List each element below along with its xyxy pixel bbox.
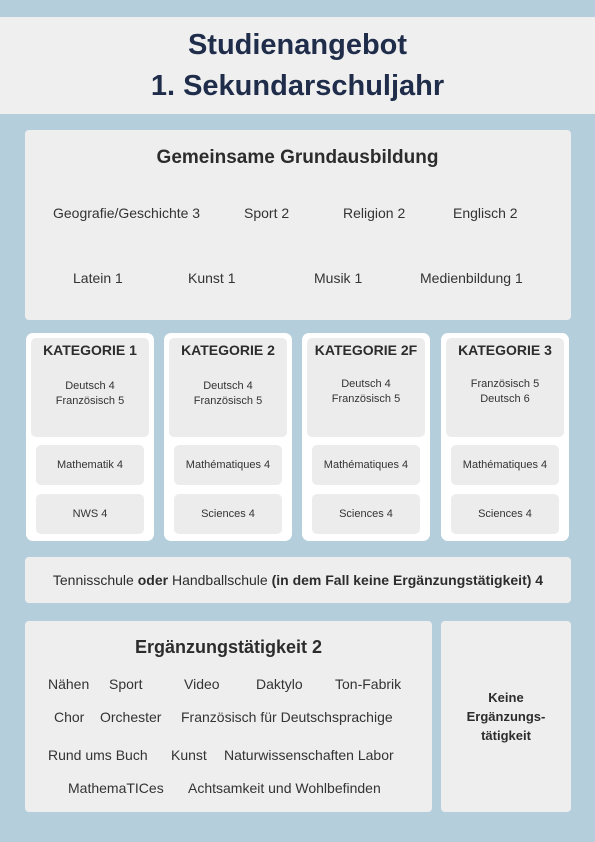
hours-text: 4 xyxy=(531,572,544,588)
activity-item: Video xyxy=(184,676,220,692)
core-subject: Latein 1 xyxy=(73,270,123,286)
sports-school-note xyxy=(25,557,571,603)
handball-text: Handballschule xyxy=(168,572,272,588)
category-language: Deutsch 4 xyxy=(341,378,391,390)
category-card xyxy=(302,333,430,541)
activity-item: Achtsamkeit und Wohlbefinden xyxy=(188,780,381,796)
core-subject: Kunst 1 xyxy=(188,270,236,286)
category-science: Sciences 4 xyxy=(451,494,559,534)
category-card xyxy=(164,333,292,541)
category-math: Mathematik 4 xyxy=(36,445,144,485)
category-language: Französisch 5 xyxy=(470,378,540,390)
category-title: KATEGORIE 2F xyxy=(314,342,418,358)
activity-item: Daktylo xyxy=(256,676,303,692)
category-language: Deutsch 4 xyxy=(65,380,115,392)
activity-item: Ton-Fabrik xyxy=(335,676,402,692)
core-subject: Sport 2 xyxy=(244,205,290,221)
category-math: Mathématiques 4 xyxy=(312,445,420,485)
category-title: KATEGORIE 3 xyxy=(458,342,552,358)
activity-item: Französisch für Deutschsprachige xyxy=(181,709,393,725)
category-language: Französisch 5 xyxy=(331,393,401,405)
category-language: Deutsch 4 xyxy=(203,380,253,392)
core-curriculum-title: Gemeinsame Grundausbildung xyxy=(156,147,439,168)
category-title: KATEGORIE 2 xyxy=(181,342,275,358)
core-subject: Musik 1 xyxy=(314,270,363,286)
activity-item: Chor xyxy=(54,709,85,725)
activity-item: Orchester xyxy=(100,709,162,725)
no-activity-line: Keine xyxy=(488,690,524,705)
page-header xyxy=(0,17,595,114)
category-language: Französisch 5 xyxy=(193,395,263,407)
no-activity-line: Ergänzungs- xyxy=(466,709,546,724)
category-science: Sciences 4 xyxy=(312,494,420,534)
activity-item: Kunst xyxy=(171,747,207,763)
activity-item: Sport xyxy=(109,676,143,692)
core-subject: Geografie/Geschichte 3 xyxy=(53,205,201,221)
activity-item: Nähen xyxy=(48,676,90,692)
no-activity-line: tätigkeit xyxy=(481,728,531,743)
core-subject: Religion 2 xyxy=(343,205,406,221)
category-math: Mathématiques 4 xyxy=(451,445,559,485)
core-subject: Englisch 2 xyxy=(453,205,518,221)
or-text: oder xyxy=(137,572,169,588)
activity-item: Naturwissenschaften Labor xyxy=(224,747,394,763)
category-science: Sciences 4 xyxy=(174,494,282,534)
no-activity-panel xyxy=(441,621,571,812)
page-title: Studienangebot xyxy=(187,28,408,61)
page-subtitle: 1. Sekundarschuljahr xyxy=(150,69,445,102)
category-science: NWS 4 xyxy=(36,494,144,534)
activity-item: Rund ums Buch xyxy=(48,747,148,763)
tennis-text: Tennisschule xyxy=(52,572,138,588)
category-math: Mathématiques 4 xyxy=(174,445,282,485)
category-card xyxy=(26,333,154,541)
core-subject: Medienbildung 1 xyxy=(420,270,523,286)
exception-text: (in dem Fall keine Ergänzungstätigkeit) xyxy=(271,572,532,588)
activity-item: MathemaTICes xyxy=(68,780,164,796)
category-language: Deutsch 6 xyxy=(480,393,530,405)
complementary-activity-title: Ergänzungstätigkeit 2 xyxy=(134,637,323,657)
category-card xyxy=(441,333,569,541)
category-title: KATEGORIE 1 xyxy=(43,342,137,358)
category-language: Französisch 5 xyxy=(55,395,125,407)
